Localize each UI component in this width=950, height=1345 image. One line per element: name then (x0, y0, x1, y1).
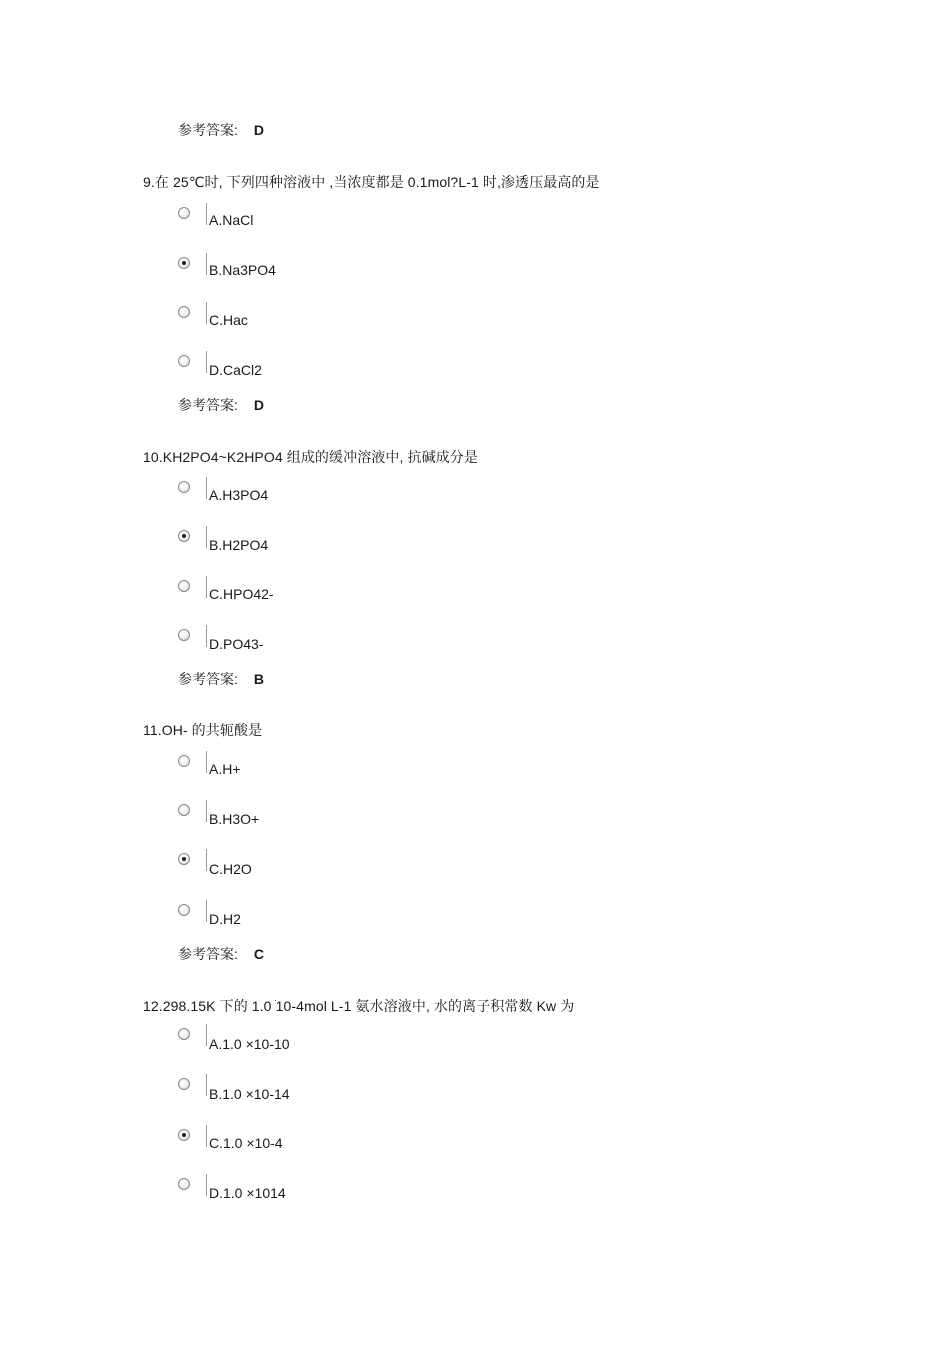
question-10: 10.KH2PO4~K2HPO4 组成的缓冲溶液中, 抗碱成分是 (143, 449, 479, 465)
radio-q11-a[interactable] (178, 755, 190, 767)
option-q12-a[interactable]: A.1.0 ×10-10 (209, 1036, 290, 1052)
option-divider (206, 800, 207, 822)
radio-q10-b[interactable] (178, 530, 190, 542)
option-q11-b[interactable]: B.H3O+ (209, 811, 260, 827)
radio-q9-d[interactable] (178, 355, 190, 367)
radio-q11-c[interactable] (178, 853, 190, 865)
option-q12-c[interactable]: C.1.0 ×10-4 (209, 1135, 283, 1151)
answer-label: 参考答案: (178, 397, 238, 413)
option-divider (206, 253, 207, 275)
radio-q11-b[interactable] (178, 804, 190, 816)
question-11: 11.OH- 的共轭酸是 (143, 722, 263, 738)
option-divider (206, 526, 207, 548)
radio-q10-c[interactable] (178, 580, 190, 592)
option-divider (206, 849, 207, 871)
option-q12-b[interactable]: B.1.0 ×10-14 (209, 1086, 290, 1102)
option-q11-d[interactable]: D.H2 (209, 911, 241, 927)
option-q10-c[interactable]: C.HPO42- (209, 586, 274, 602)
option-q10-d[interactable]: D.PO43- (209, 636, 264, 652)
radio-q9-a[interactable] (178, 207, 190, 219)
q8-answer-row (178, 120, 264, 140)
radio-q12-b[interactable] (178, 1078, 190, 1090)
option-divider (206, 576, 207, 598)
radio-q10-a[interactable] (178, 481, 190, 493)
option-q10-a[interactable]: A.H3PO4 (209, 487, 269, 503)
answer-value: B (253, 671, 265, 687)
answer-label: 参考答案: (178, 946, 238, 962)
radio-q10-d[interactable] (178, 629, 190, 641)
q10-answer-row (178, 669, 264, 689)
option-q11-a[interactable]: A.H+ (209, 761, 241, 777)
radio-q12-c[interactable] (178, 1129, 190, 1141)
radio-q12-a[interactable] (178, 1028, 190, 1040)
option-q12-d[interactable]: D.1.0 ×1014 (209, 1185, 286, 1201)
option-divider (206, 203, 207, 225)
answer-label: 参考答案: (178, 122, 238, 138)
option-divider (206, 477, 207, 499)
option-q9-a[interactable]: A.NaCl (209, 212, 254, 228)
radio-q9-c[interactable] (178, 306, 190, 318)
q9-answer-row (178, 395, 264, 415)
question-12: 12.298.15K 下的 1.0 ׁ10-4mol L-1 氨水溶液中, 水的离子积常数 Kw 为 (143, 998, 575, 1014)
answer-label: 参考答案: (178, 671, 238, 687)
option-divider (206, 900, 207, 922)
option-divider (206, 1074, 207, 1096)
answer-value: D (253, 122, 265, 138)
option-divider (206, 302, 207, 324)
option-divider (206, 1024, 207, 1046)
option-divider (206, 1125, 207, 1147)
radio-q12-d[interactable] (178, 1178, 190, 1190)
answer-value: C (253, 946, 265, 962)
question-9: 9.在 25℃时, 下列四种溶液中 ,当浓度都是 0.1mol?L-1 时,渗透压最高的是 (143, 174, 600, 190)
option-q9-b[interactable]: B.Na3PO4 (209, 262, 276, 278)
radio-q11-d[interactable] (178, 904, 190, 916)
option-q11-c[interactable]: C.H2O (209, 861, 252, 877)
q11-answer-row (178, 944, 264, 964)
option-divider (206, 625, 207, 647)
radio-q9-b[interactable] (178, 257, 190, 269)
option-q9-c[interactable]: C.Hac (209, 312, 248, 328)
option-q9-d[interactable]: D.CaCl2 (209, 362, 262, 378)
option-divider (206, 1174, 207, 1196)
option-divider (206, 751, 207, 773)
option-divider (206, 351, 207, 373)
answer-value: D (253, 397, 265, 413)
option-q10-b[interactable]: B.H2PO4 (209, 537, 269, 553)
